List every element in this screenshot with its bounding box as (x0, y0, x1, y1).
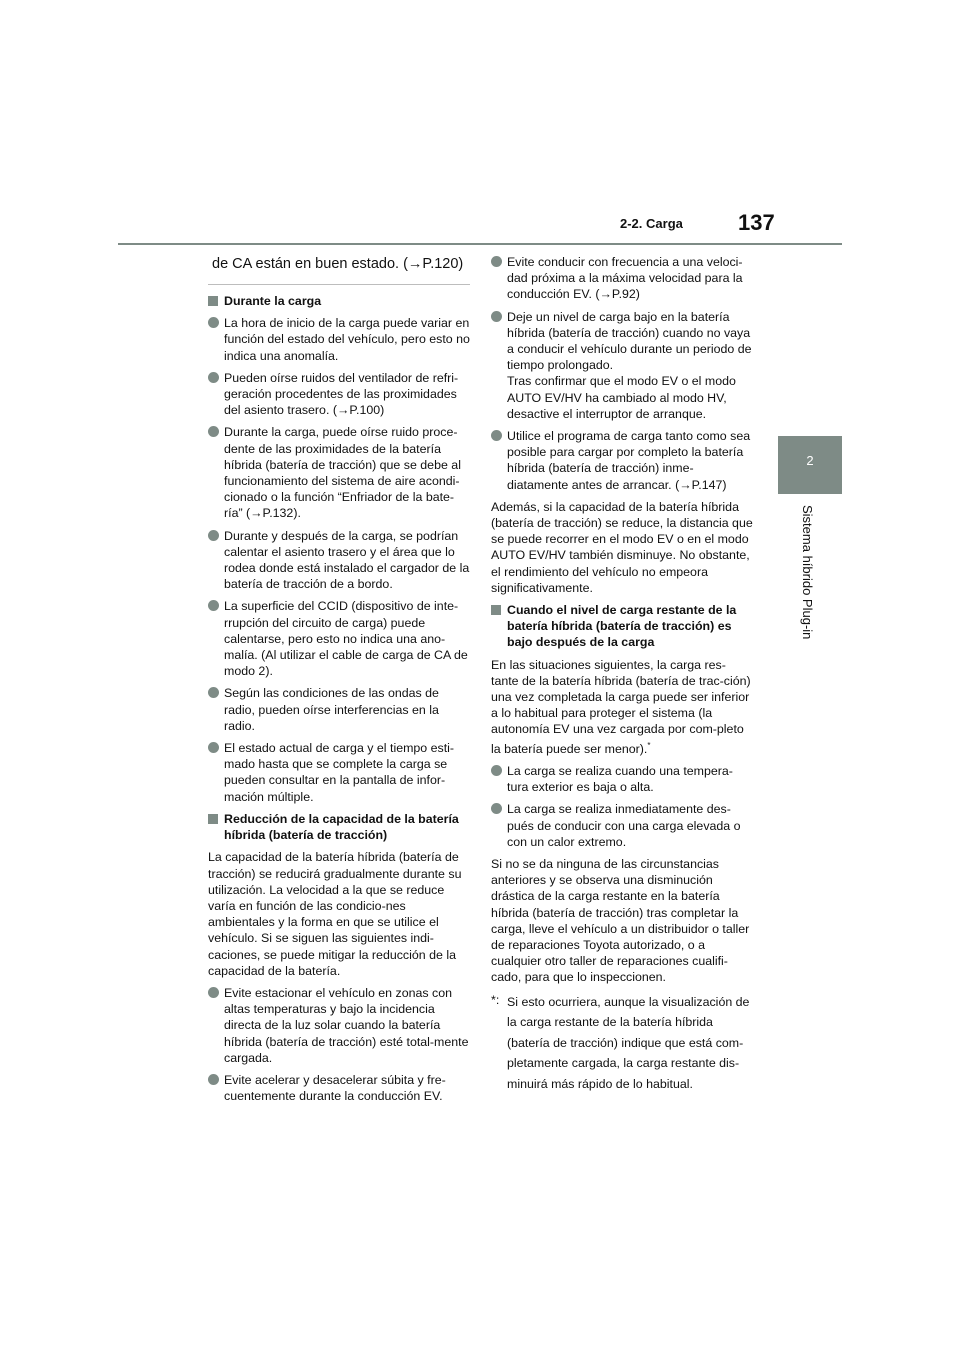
section-title: 2-2. Carga (620, 216, 683, 231)
right-column (491, 254, 753, 1094)
list-item-text: Utilice el programa de carga tanto como sea posible para cargar por completo la batería híbrida (batería de tracción) inme-diatamente antes de arrancar. (→P.147) (507, 429, 751, 492)
list-item (208, 685, 470, 734)
chapter-number: 2 (806, 453, 814, 468)
paragraph (491, 657, 753, 757)
circle-bullet-icon (491, 765, 502, 776)
list-item (208, 598, 470, 679)
paragraph: Además, si la capacidad de la batería híbrida (batería de tracción) se reduce, la distancia que se puede recorrer en el modo EV o en el modo AUTO EV/HV también disminuye. No obstante, el rendimiento del vehículo no empeora significativamente. (491, 499, 753, 595)
list-item-text: Deje un nivel de carga bajo en la batería híbrida (batería de tracción) cuando no vaya a conducir el vehículo durante un periodo de tiempo prolongado. (507, 309, 752, 373)
paragraph-text: En las situaciones siguientes, la carga res-tante de la batería híbrida (batería de trac-ción) una vez completada la carga puede ser inferior a lo habitual para proteger el sistema (la autonomía EV una vez cargada por com-pleto la batería puede ser menor). (491, 657, 751, 756)
circle-bullet-icon (208, 426, 219, 437)
list-item (208, 740, 470, 805)
chapter-tab (778, 436, 842, 494)
list-item (491, 254, 753, 303)
circle-bullet-icon (208, 530, 219, 541)
paragraph: Si no se da ninguna de las circunstancias anteriores y se observa una disminución drástica de la carga restante en la batería híbrida (batería de tracción) tras completar la carga, lleve el vehículo a un distribuidor o taller de reparaciones Toyota autorizado, o a cualquier otro taller de reparaciones cualifi-cado, para que lo inspeccionen. (491, 857, 750, 985)
square-bullet-icon (208, 814, 218, 824)
square-bullet-icon (491, 605, 501, 615)
circle-bullet-icon (208, 742, 219, 753)
heading-text: Cuando el nivel de carga restante de la batería híbrida (batería de tracción) es bajo después de la carga (507, 603, 737, 650)
section-heading (208, 293, 470, 309)
section-heading (208, 811, 470, 843)
list-item-text: Durante la carga, puede oírse ruido proce-dente de las proximidades de la batería híbrida (batería de tracción) que se debe al funcionamiento del sistema de aire acondi-cionado o la función “Enfriador de la bate-ría” (→P.132). (224, 425, 461, 521)
list-item-text: La carga se realiza inmediatamente des-pués de conducir con una carga elevada o con un calor extremo. (507, 802, 741, 849)
chapter-label: Sistema híbrido Plug-in (800, 505, 815, 640)
list-item-text: Pueden oírse ruidos del ventilador de refri-geración procedentes de las proximidades del asiento trasero. (→P.100) (224, 370, 459, 418)
list-item (208, 1072, 470, 1104)
list-item-text: El estado actual de carga y el tiempo esti-mado hasta que se complete la carga se pueden consultar en la pantalla de infor-mación múltiple. (224, 741, 455, 804)
footnote-text: Si esto ocurriera, aunque la visualización de la carga restante de la batería híbrida (batería de tracción) indique que está com-pletamente cargada, la carga restante dis-minuirá más rápido de lo habitual. (507, 994, 750, 1091)
list-item (208, 528, 470, 593)
circle-bullet-icon (491, 430, 502, 441)
heading-text: Durante la carga (224, 294, 322, 308)
square-bullet-icon (208, 296, 218, 306)
list-item (491, 763, 753, 795)
circle-bullet-icon (208, 687, 219, 698)
divider (208, 284, 470, 285)
list-item (208, 424, 470, 521)
circle-bullet-icon (491, 256, 502, 267)
list-item-text: Evite acelerar y desacelerar súbita y fre-cuentemente durante la conducción EV. (224, 1072, 446, 1104)
left-column (208, 254, 470, 1110)
heading-text: Reducción de la capacidad de la batería híbrida (batería de tracción) (224, 811, 459, 843)
list-item (491, 801, 753, 850)
list-item (491, 428, 753, 493)
circle-bullet-icon (208, 1074, 219, 1085)
list-item (491, 309, 753, 422)
list-item-text: Evite estacionar el vehículo en zonas con altas temperaturas y bajo la incidencia directa de la luz solar cuando la batería híbrida (batería de tracción) esté total-mente cargada. (224, 985, 469, 1065)
footnote-mark: *: (491, 992, 500, 1007)
circle-bullet-icon (208, 317, 219, 328)
footnote-ref: * (647, 740, 651, 750)
list-item (208, 370, 470, 419)
circle-bullet-icon (208, 372, 219, 383)
list-item-text: La carga se realiza cuando una tempera-tura exterior es baja o alta. (507, 764, 733, 795)
list-item-text: Durante y después de la carga, se podrían calentar el asiento trasero y el área que lo rodea donde está instalado el cargador de la batería de tracción de a bordo. (224, 528, 470, 592)
footnote (491, 992, 753, 1095)
list-item-text: Tras confirmar que el modo EV o el modo AUTO EV/HV ha cambiado al modo HV, desactive el interruptor de arranque. (507, 374, 736, 421)
circle-bullet-icon (208, 600, 219, 611)
circle-bullet-icon (491, 803, 502, 814)
list-item-text: Según las condiciones de las ondas de radio, pueden oírse interferencias en la radio. (224, 686, 439, 733)
section-heading (491, 602, 753, 651)
list-item-text: La hora de inicio de la carga puede variar en función del estado del vehículo, pero esto no indica una anomalía. (224, 316, 470, 363)
circle-bullet-icon (491, 311, 502, 322)
list-item-text: La superficie del CCID (dispositivo de inte-rrupción del circuito de carga) puede calentarse, pero esto no indica una ano-malía. (Al utilizar el cable de carga de CA de modo 2). (224, 599, 468, 679)
paragraph: La capacidad de la batería híbrida (batería de tracción) se reducirá gradualmente durante su utilización. La velocidad a la que se reduce varía en función de las condicio-nes ambientales y la forma en que se utilice el vehículo. Si se siguen las siguientes indi-caciones, se puede mitigar la reducción de la capacidad de la batería. (208, 850, 462, 978)
header-rule (118, 243, 842, 245)
list-item-text: Evite conducir con frecuencia a una veloci-dad próxima a la máxima velocidad para la conducción EV. (→P.92) (507, 255, 743, 302)
circle-bullet-icon (208, 987, 219, 998)
list-item (208, 315, 470, 364)
page-number: 137 (738, 210, 775, 235)
lead-text: de CA están en buen estado. (→P.120) (212, 256, 464, 272)
list-item (208, 985, 470, 1066)
